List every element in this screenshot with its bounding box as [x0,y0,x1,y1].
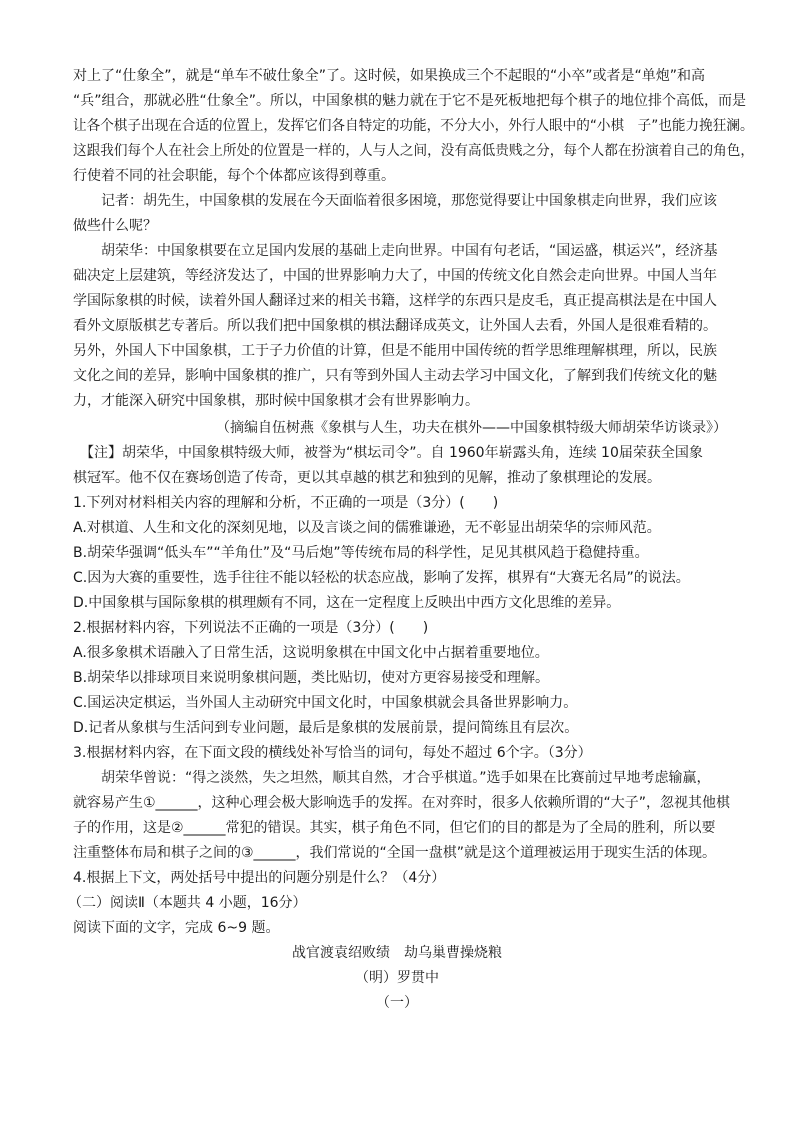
option-line: B.胡荣华以排球项目来说明象棋问题，类比贴切，使对方更容易接受和理解。 [73,670,550,686]
source-citation: （摘编自伍树燕《象棋与人生，功夫在棋外——中国象棋特级大师胡荣华访谈录》） [216,420,727,436]
question-4: 4.根据上下文，两处括号中提出的问题分别是什么？（4分） [73,870,446,886]
text-line: 文化之间的差异，影响中国象棋的推广，只有等到外国人主动去学习中国文化，了解到我们传统文化的魅 [73,368,717,384]
text-line: 注重整体布局和棋子之间的③______，我们常说的“全国一盘棋”就是这个道理被运用于现实生活的体现。 [73,845,717,861]
option-line: D.记者从象棋与生活问到专业问题，最后是象棋的发展前景，提问简练且有层次。 [73,720,579,736]
text-line: “兵”组合，那就必胜“仕象全”。所以，中国象棋的魅力就在于它不是死板地把每个棋子的地位排个高低，而是 [73,93,747,109]
option-line: D.中国象棋与国际象棋的棋理颇有不同，这在一定程度上反映出中西方文化思维的差异。 [73,595,621,611]
text-line: 做些什么呢？ [73,218,157,234]
passage-author: （明）罗贯中 [355,970,439,986]
text-line: 让各个棋子出现在合适的位置上，发挥它们各自特定的功能，不分大小，外行人眼中的“小棋 子”也能力挽狂澜。 [73,118,754,134]
text-line: 记者：胡先生，中国象棋的发展在今天面临着很多困境，那您觉得要让中国象棋走向世界，我们应该 [73,193,717,209]
passage-part: （一） [376,995,418,1011]
option-line: A.很多象棋术语融入了日常生活，这说明象棋在中国文化中占据着重要地位。 [73,645,549,661]
question-3: 3.根据材料内容，在下面文段的横线处补写恰当的词句，每处不超过 6个字。（3分） [73,745,592,761]
note-line: 【注】胡荣华，中国象棋特级大师，被誉为“棋坛司令”。自 1960年崭露头角，连续 10届荣获全国象 [73,445,703,461]
text-line: 对上了“仕象全”，就是“单车不破仕象全”了。这时候，如果换成三个不起眼的“小卒”或者是“单炮”和高 [73,68,706,84]
option-line: C.因为大赛的重要性，选手往往不能以轻松的状态应战，影响了发挥，棋界有“大赛无名局”的说法。 [73,570,690,586]
text-line: 学国际象棋的时候，读着外国人翻译过来的相关书籍，这样学的东西只是皮毛，真正提高棋法是在中国人 [73,293,717,309]
text-line: 另外，外国人下中国象棋，工于子力价值的计算，但是不能用中国传统的哲学思维理解棋理，所以，民族 [73,343,717,359]
text-line: 这跟我们每个人在社会上所处的位置是一样的，人与人之间，没有高低贵贱之分，每个人都在扮演着自己的角色， [73,143,755,159]
text-line: 阅读下面的文字，完成 6~9 题。 [73,920,280,936]
option-line: C.国运决定棋运，当外国人主动研究中国文化时，中国象棋就会具备世界影响力。 [73,695,578,711]
question-2: 2.根据材料内容，下列说法不正确的一项是（3分）( ) [73,620,429,636]
section-heading: （二）阅读Ⅱ（本题共 4 小题，16分） [68,895,307,911]
text-line: 看外文原版棋艺专著后。所以我们把中国象棋的棋法翻译成英文，让外国人去看，外国人是很难看精的。 [73,318,717,334]
text-line: 行使着不同的社会职能，每个个体都应该得到尊重。 [73,168,395,184]
text-line: 础决定上层建筑，等经济发达了，中国的世界影响力大了，中国的传统文化自然会走向世界。中国人当年 [73,268,717,284]
question-1: 1.下列对材料相关内容的理解和分析，不正确的一项是（3分）( ) [73,495,499,511]
note-line: 棋冠军。他不仅在赛场创造了传奇，更以其卓越的棋艺和独到的见解，推动了象棋理论的发展。 [73,470,661,486]
passage-title: 战官渡袁绍败绩 劫乌巢曹操烧粮 [292,945,502,961]
text-line: 子的作用，这是②______常犯的错误。其实，棋子角色不同，但它们的目的都是为了全局的胜利，所以要 [73,820,716,836]
text-line: 胡荣华：中国象棋要在立足国内发展的基础上走向世界。中国有句老话，“国运盛，棋运兴”，经济基 [73,243,718,259]
option-line: A.对棋道、人生和文化的深刻见地，以及言谈之间的儒雅谦逊，无不彰显出胡荣华的宗师风范。 [73,520,661,536]
option-line: B.胡荣华强调“低头车”“羊角仕”及“马后炮”等传统布局的科学性，足见其棋风趋于稳健持重。 [73,545,649,561]
text-line: 力，才能深入研究中国象棋，那时候中国象棋才会有世界影响力。 [73,393,479,409]
text-line: 就容易产生①______，这种心理会极大影响选手的发挥。在对弈时，很多人依赖所谓的“大子”，忽视其他棋 [73,795,731,811]
text-line: 胡荣华曾说：“得之淡然，失之坦然，顺其自然，才合乎棋道。”选手如果在比赛前过早地考虑输赢， [73,770,711,786]
